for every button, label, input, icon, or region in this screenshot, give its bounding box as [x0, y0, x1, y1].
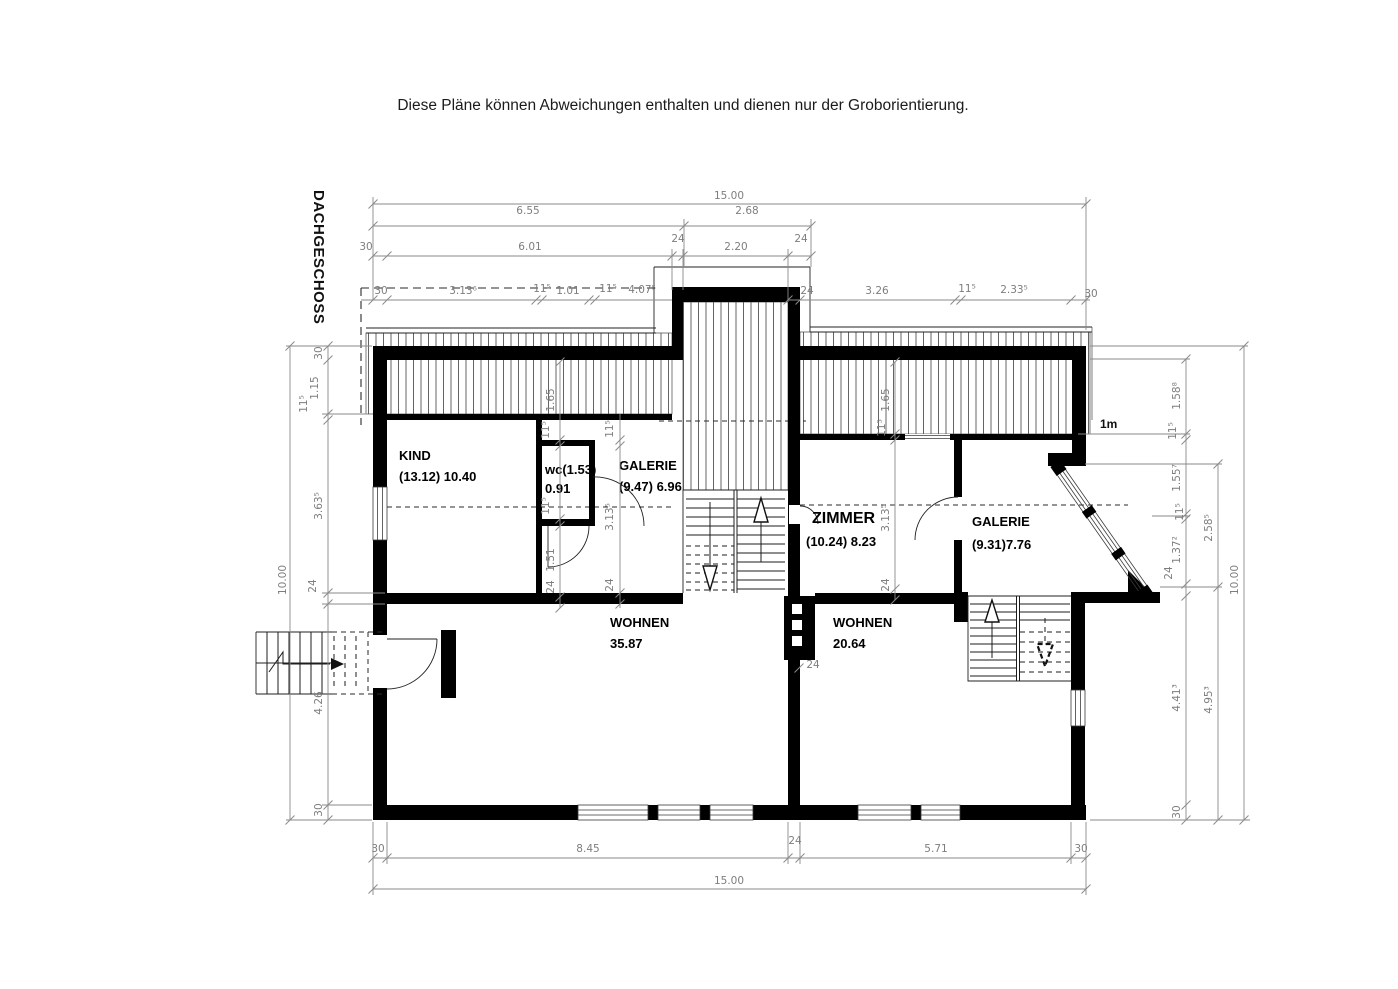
scale-1m-label: 1m: [1100, 417, 1118, 431]
dim-right: [1078, 342, 1250, 825]
dim-label: 30: [313, 803, 325, 817]
dim-label: 24: [806, 659, 820, 671]
room-wc-name: wc(1.53): [545, 462, 597, 477]
dim-label: 30: [374, 285, 388, 297]
room-wohnen-right-area: 20.64: [833, 636, 866, 651]
room-kind: [399, 448, 476, 484]
room-kind-area: (13.12) 10.40: [399, 469, 477, 484]
entry-door: [387, 639, 437, 689]
dim-label: 11⁵: [298, 395, 310, 413]
dim-label: 24: [880, 578, 892, 592]
stairs-external-arrow: [269, 652, 344, 672]
dim-label: 11⁵: [533, 283, 551, 295]
dim-label: 1.65: [545, 388, 557, 412]
dim-label: 24: [671, 233, 685, 245]
entry-door-pier: [441, 630, 456, 698]
dim-label: 3.13⁵: [880, 504, 892, 532]
dim-bottom: [369, 822, 1091, 895]
dim-label: 4.95³: [1203, 686, 1215, 714]
stairs-right-up-arrow: [985, 600, 999, 658]
dim-label: 24: [800, 285, 814, 297]
room-galerie-right: [972, 514, 1031, 552]
dim-label: 6.01: [518, 241, 542, 253]
window-right-wall: [1071, 690, 1085, 726]
stairs-right: [968, 596, 1071, 681]
dim-label: 24: [788, 835, 802, 847]
dim-label: 30: [1171, 805, 1183, 819]
room-wc: [544, 462, 596, 496]
dim-label: 30: [1084, 288, 1098, 300]
window-left-wall: [373, 487, 387, 540]
dim-label: 11⁵: [958, 283, 976, 295]
dim-label: 11⁵: [540, 497, 552, 515]
stairs-external: [256, 632, 386, 694]
dim-label: 24: [307, 579, 319, 593]
dim-label: 1.01: [556, 285, 580, 297]
dim-label: 8.45: [576, 843, 600, 855]
window-knee-wall: [905, 434, 950, 440]
bay-window-diagonal: [1050, 460, 1154, 601]
dim-label: 1.37²: [1171, 536, 1183, 564]
stairs-central-treads: [686, 499, 785, 590]
dim-label: 1.15: [309, 376, 321, 400]
dim-label: 2.58⁵: [1203, 514, 1215, 542]
dim-label: 3.13⁵: [604, 503, 616, 531]
dim-label: 4.41³: [1171, 684, 1183, 712]
dim-label: 11⁵: [540, 421, 552, 439]
dim-label: 10.00: [1229, 564, 1241, 596]
room-wohnen-right: [833, 615, 892, 651]
doors: [387, 477, 958, 689]
dim-label: 2.20: [724, 241, 748, 253]
dim-label: 15.00: [713, 190, 745, 202]
dim-label: 3.13⁶: [449, 285, 477, 297]
windows: [372, 434, 1154, 820]
room-zimmer-area: (10.24) 8.23: [806, 534, 877, 549]
room-wohnen-right-name: WOHNEN: [833, 615, 893, 630]
dim-label: 11⁵: [1174, 503, 1186, 521]
room-zimmer: [806, 510, 876, 549]
room-wohnen-left-area: 35.87: [610, 636, 643, 651]
dim-label: 1.51: [545, 548, 557, 572]
disclaimer-text: Diese Pläne können Abweichungen enthalten und dienen nur der Groborientierung.: [397, 97, 969, 114]
dim-label: 11⁵: [604, 420, 616, 438]
dim-label: 10.00: [277, 564, 289, 596]
dim-label: 24: [604, 578, 616, 592]
stairs-central: [683, 490, 788, 593]
dim-label: 1.65: [880, 388, 892, 412]
dim-label: 24: [794, 233, 808, 245]
dim-label: 11⁵: [876, 419, 888, 437]
room-wohnen-left-name: WOHNEN: [610, 615, 670, 630]
dim-label: 24: [1163, 566, 1175, 580]
dim-label: 30: [313, 346, 325, 360]
room-galerie-left-area: (9.47) 6.96: [619, 479, 682, 494]
dim-label: 1.58⁸: [1171, 382, 1183, 410]
dim-label: 2.68: [735, 205, 759, 217]
room-galerie-right-area: (9.31)7.76: [972, 537, 1032, 552]
chimney: [784, 596, 815, 660]
dim-label: 30: [371, 843, 385, 855]
dim-label: 24: [545, 580, 557, 594]
room-galerie-left: [619, 458, 682, 494]
dim-label: 30: [359, 241, 373, 253]
room-wc-area: 0.91: [545, 481, 571, 496]
dim-label: 6.55: [516, 205, 540, 217]
galerie-right-door: [915, 497, 958, 540]
dim-label: 11⁵: [599, 283, 617, 295]
dim-label: 15.00: [713, 875, 745, 887]
dim-label: 3.63⁵: [313, 492, 325, 520]
room-galerie-right-name: GALERIE: [972, 514, 1030, 529]
dim-label: 5.71: [924, 843, 948, 855]
floor-label: DACHGESCHOSS: [310, 190, 327, 325]
dim-label: 3.26: [865, 285, 889, 297]
dim-label: 1.55⁷: [1171, 464, 1183, 492]
dim-label: 11⁵: [1167, 422, 1179, 440]
dim-label: 2.33⁵: [1000, 284, 1028, 296]
dim-label: 30: [1074, 843, 1088, 855]
room-galerie-left-name: GALERIE: [619, 458, 677, 473]
room-kind-name: KIND: [399, 448, 431, 463]
room-zimmer-name: ZIMMER: [812, 510, 876, 527]
dim-interior-left2: [604, 414, 625, 609]
dim-label: 4.07⁵: [628, 284, 656, 296]
room-wohnen-left: [610, 615, 669, 651]
dim-label: 4.26: [313, 691, 325, 715]
